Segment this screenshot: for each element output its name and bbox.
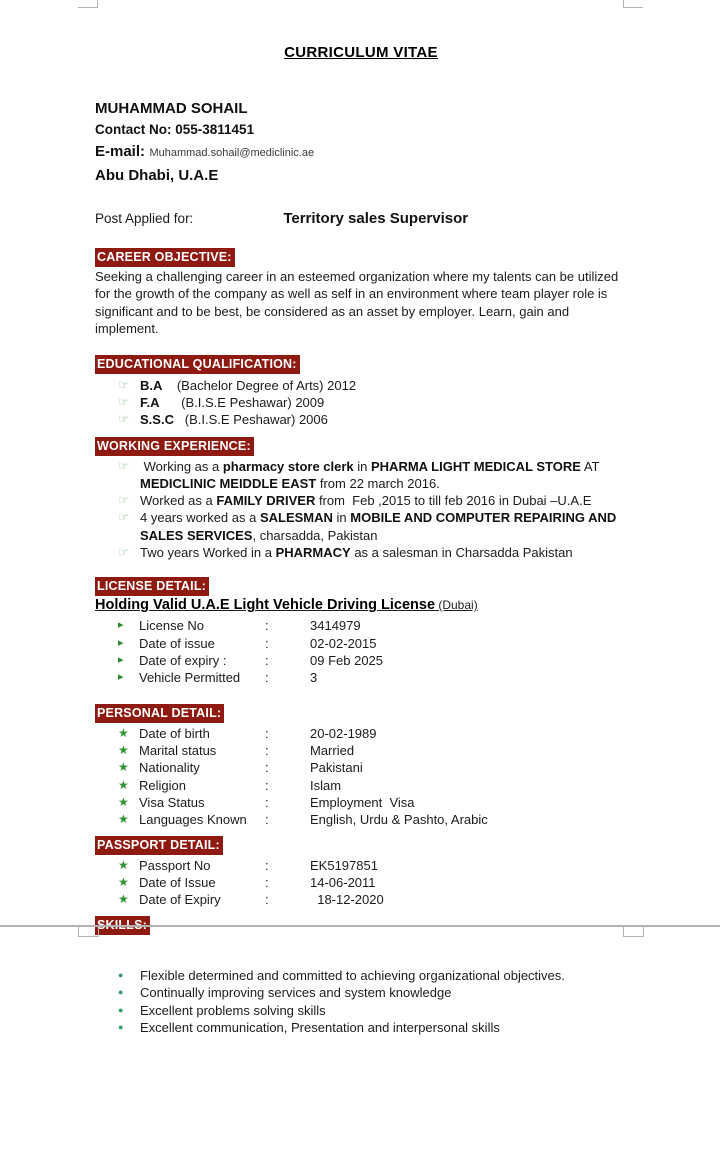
detail-colon: : (265, 743, 269, 759)
detail-row (95, 777, 627, 794)
license-detail-list (95, 617, 627, 686)
list-item-text: S.S.C (B.I.S.E Peshawar) 2006 (140, 412, 328, 428)
detail-value: 3414979 (310, 618, 361, 634)
section-heading-license (95, 577, 627, 596)
detail-label: Date of issue (139, 635, 215, 651)
page-title-text: CURRICULUM VITAE (284, 44, 438, 61)
detail-label: Nationality (139, 760, 200, 776)
skills-list (95, 967, 627, 1037)
candidate-header (95, 98, 627, 187)
arrow-bullet-icon: ▸ (118, 653, 124, 666)
detail-colon: : (265, 670, 269, 686)
detail-value: English, Urdu & Pashto, Arabic (310, 812, 488, 828)
detail-value: 09 Feb 2025 (310, 652, 384, 668)
detail-label: Visa Status (139, 795, 205, 811)
email-address: Muhammad.sohail@mediclinic.ae (149, 147, 315, 159)
list-item (95, 1019, 627, 1037)
detail-row (95, 725, 627, 742)
hand-bullet-icon: ☞ (118, 458, 130, 473)
detail-colon: : (265, 618, 269, 634)
detail-colon: : (265, 812, 269, 828)
detail-row (95, 759, 627, 776)
license-subheading-small: (Dubai) (435, 598, 478, 613)
candidate-name: MUHAMMAD SOHAIL (95, 100, 248, 117)
section-heading-text: WORKING EXPERIENCE: (95, 437, 254, 456)
dot-bullet-icon: ● (118, 987, 124, 998)
detail-colon: : (265, 875, 269, 891)
detail-colon: : (265, 795, 269, 811)
hand-bullet-icon: ☞ (118, 493, 130, 508)
section-heading-text: EDUCATIONAL QUALIFICATION: (95, 355, 300, 374)
list-item-text: Excellent problems solving skills (140, 1002, 326, 1018)
star-bullet-icon: ★ (118, 892, 129, 907)
detail-colon: : (265, 635, 269, 651)
list-item (95, 984, 627, 1002)
detail-row (95, 874, 627, 891)
star-bullet-icon: ★ (118, 777, 129, 792)
list-item-text: Continually improving services and system knowledge (140, 985, 452, 1001)
detail-colon: : (265, 777, 269, 793)
list-item-text: Flexible determined and committed to achieving organizational objectives. (140, 967, 565, 983)
detail-label: Religion (139, 777, 186, 793)
detail-colon: : (265, 652, 269, 668)
hand-bullet-icon: ☞ (118, 510, 130, 525)
detail-value: 3 (310, 670, 318, 686)
section-heading-text: SKILLS: (95, 916, 150, 935)
list-item-text: Worked as a FAMILY DRIVER from Feb ,2015 to till feb 2016 in Dubai –U.A.E (140, 493, 592, 509)
detail-value: EK5197851 (310, 857, 378, 873)
detail-row (95, 794, 627, 811)
detail-label: Vehicle Permitted (139, 670, 241, 686)
detail-value: Married (310, 743, 355, 759)
hand-bullet-icon: ☞ (118, 412, 130, 427)
list-item-text: 4 years worked as a SALESMAN in MOBILE AND COMPUTER REPAIRING AND SALES SERVICES, charsadda, Pakistan (140, 510, 617, 543)
arrow-bullet-icon: ▸ (118, 636, 124, 649)
detail-label: Date of Expiry (139, 892, 221, 908)
page-margin-mark-break-right (623, 927, 644, 937)
detail-value: Pakistani (310, 760, 363, 776)
hand-bullet-icon: ☞ (118, 545, 130, 559)
hand-bullet-icon: ☞ (118, 394, 130, 409)
detail-value: Employment Visa (310, 795, 415, 811)
list-item-text: B.A (Bachelor Degree of Arts) 2012 (140, 377, 357, 393)
star-bullet-icon: ★ (118, 795, 129, 810)
page-break-line (0, 925, 720, 927)
list-item (95, 509, 627, 544)
detail-label: Date of Issue (139, 875, 216, 891)
star-bullet-icon: ★ (118, 743, 129, 758)
detail-value: Islam (310, 777, 342, 793)
list-item (95, 967, 627, 985)
detail-label: Passport No (139, 857, 211, 873)
list-item (95, 492, 627, 509)
detail-colon: : (265, 892, 269, 908)
section-heading-experience (95, 437, 627, 456)
page-title (95, 44, 627, 62)
detail-row (95, 891, 627, 908)
post-applied-row (95, 209, 627, 229)
section-heading-passport (95, 836, 627, 855)
detail-value: 14-06-2011 (310, 875, 376, 891)
detail-row (95, 857, 627, 874)
section-heading-text: PASSPORT DETAIL: (95, 836, 223, 855)
detail-row (95, 669, 627, 686)
dot-bullet-icon: ● (118, 969, 124, 980)
list-item (95, 411, 627, 428)
detail-label: Marital status (139, 743, 217, 759)
section-heading-personal (95, 704, 627, 723)
section-heading-career-objective (95, 248, 627, 267)
dot-bullet-icon: ● (118, 1004, 124, 1015)
detail-label: Date of birth (139, 725, 210, 741)
list-item-text: F.A (B.I.S.E Peshawar) 2009 (140, 394, 325, 410)
education-list (95, 377, 627, 429)
arrow-bullet-icon: ▸ (118, 619, 124, 632)
detail-label: Languages Known (139, 812, 247, 828)
section-heading-text: PERSONAL DETAIL: (95, 704, 224, 723)
star-bullet-icon: ★ (118, 857, 129, 872)
list-item-text: Two years Worked in a PHARMACY as a salesman in Charsadda Pakistan (140, 545, 573, 560)
email-label: E-mail: (95, 143, 146, 160)
arrow-bullet-icon: ▸ (118, 671, 124, 684)
detail-row (95, 742, 627, 759)
candidate-location: Abu Dhabi, U.A.E (95, 167, 219, 184)
star-bullet-icon: ★ (118, 725, 129, 740)
list-item (95, 1002, 627, 1020)
section-heading-text: CAREER OBJECTIVE: (95, 248, 235, 267)
detail-colon: : (265, 857, 269, 873)
license-subheading (95, 596, 627, 615)
section-heading-text: LICENSE DETAIL: (95, 577, 209, 596)
license-subheading-bold: Holding Valid U.A.E Light Vehicle Driving License (95, 597, 436, 614)
detail-value: 20-02-1989 (310, 725, 377, 741)
list-item (95, 394, 627, 411)
detail-label: Date of expiry : (139, 652, 227, 668)
dot-bullet-icon: ● (118, 1022, 124, 1033)
contact-number: Contact No: 055-3811451 (95, 122, 255, 137)
career-objective-paragraph: Seeking a challenging career in an esteemed organization where my talents can be utilized for the growth of the company as well as self in an environment where team player role is significant and to be best, be considered as an asset by employer. Learn, gain and implement. (95, 269, 619, 337)
hand-bullet-icon: ☞ (118, 377, 130, 392)
list-item-text: Working as a pharmacy store clerk in PHARMA LIGHT MEDICAL STORE AT MEDICLINIC MEIDDLE EAST from 22 march 2016. (140, 458, 600, 491)
detail-row (95, 617, 627, 634)
post-applied-label: Post Applied for: (95, 211, 194, 226)
email-line (95, 140, 627, 165)
list-item (95, 377, 627, 394)
star-bullet-icon: ★ (118, 812, 129, 827)
list-item-text: Excellent communication, Presentation and interpersonal skills (140, 1020, 500, 1036)
personal-detail-list (95, 725, 627, 829)
section-heading-education (95, 355, 627, 374)
list-item (95, 458, 627, 493)
post-applied-value: Territory sales Supervisor (283, 210, 469, 227)
detail-colon: : (265, 725, 269, 741)
star-bullet-icon: ★ (118, 875, 129, 890)
detail-row (95, 652, 627, 669)
detail-colon: : (265, 760, 269, 776)
document-content (95, 0, 627, 1037)
detail-row (95, 635, 627, 652)
list-item (95, 544, 627, 561)
experience-list (95, 458, 627, 562)
detail-label: License No (139, 618, 205, 634)
star-bullet-icon: ★ (118, 760, 129, 775)
detail-value: 18-12-2020 (310, 892, 384, 908)
page-margin-mark-break-left (78, 927, 99, 937)
detail-value: 02-02-2015 (310, 635, 377, 651)
detail-row (95, 811, 627, 828)
passport-detail-list (95, 857, 627, 909)
